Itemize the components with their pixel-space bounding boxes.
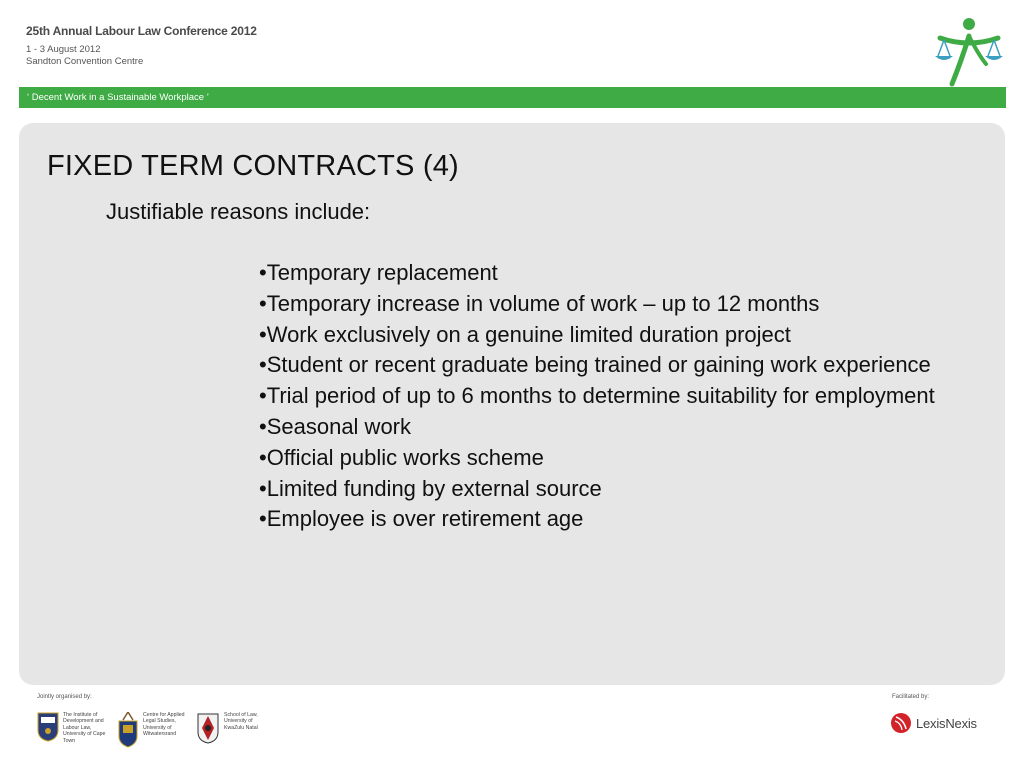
footer	[0, 686, 1024, 768]
list-item: •Student or recent graduate being trained or gaining work experience	[259, 352, 931, 378]
organiser-wits	[117, 712, 189, 748]
uct-crest-icon	[37, 712, 59, 742]
jointly-organised-label: Jointly organised by:	[37, 694, 92, 700]
conference-venue: Sandton Convention Centre	[26, 56, 144, 67]
organiser-uct	[37, 712, 109, 744]
slide-title: FIXED TERM CONTRACTS (4)	[47, 150, 459, 182]
balance-scales-person-logo-icon	[932, 14, 1006, 88]
facilitator-lexisnexis	[890, 712, 977, 734]
list-item: •Seasonal work	[259, 413, 412, 439]
conference-date: 1 - 3 August 2012	[26, 44, 101, 55]
lexisnexis-logo-icon	[890, 712, 912, 734]
conference-title: 25th Annual Labour Law Conference 2012	[26, 24, 257, 38]
conference-header	[26, 24, 726, 68]
wits-crest-icon	[117, 712, 139, 748]
tagline-bar: ‘ Decent Work in a Sustainable Workplace ’	[19, 87, 1006, 108]
slide-subtitle: Justifiable reasons include:	[106, 199, 371, 224]
list-item: •Trial period of up to 6 months to determine suitability for employment	[259, 383, 935, 409]
organiser-wits-text: Centre for Applied Legal Studies, University of Witwatersrand	[143, 712, 185, 738]
list-item: •Limited funding by external source	[259, 475, 602, 501]
list-item: •Temporary increase in volume of work – up to 12 months	[259, 290, 820, 316]
list-item: •Temporary replacement	[259, 260, 498, 285]
organiser-ukzn	[196, 712, 270, 744]
list-item: •Work exclusively on a genuine limited duration project	[259, 321, 791, 347]
lexisnexis-wordmark: LexisNexis	[916, 715, 977, 731]
organiser-ukzn-text: School of Law, University of KwaZulu Natal	[224, 712, 258, 731]
ukzn-crest-icon	[196, 712, 220, 744]
list-item: •Employee is over retirement age	[259, 506, 584, 532]
list-item: •Official public works scheme	[259, 444, 544, 470]
organiser-uct-text: The Institute of Development and Labour Law, University of Cape Town	[63, 712, 106, 744]
facilitated-by-label: Facilitated by:	[892, 694, 930, 700]
reasons-list	[259, 258, 939, 535]
